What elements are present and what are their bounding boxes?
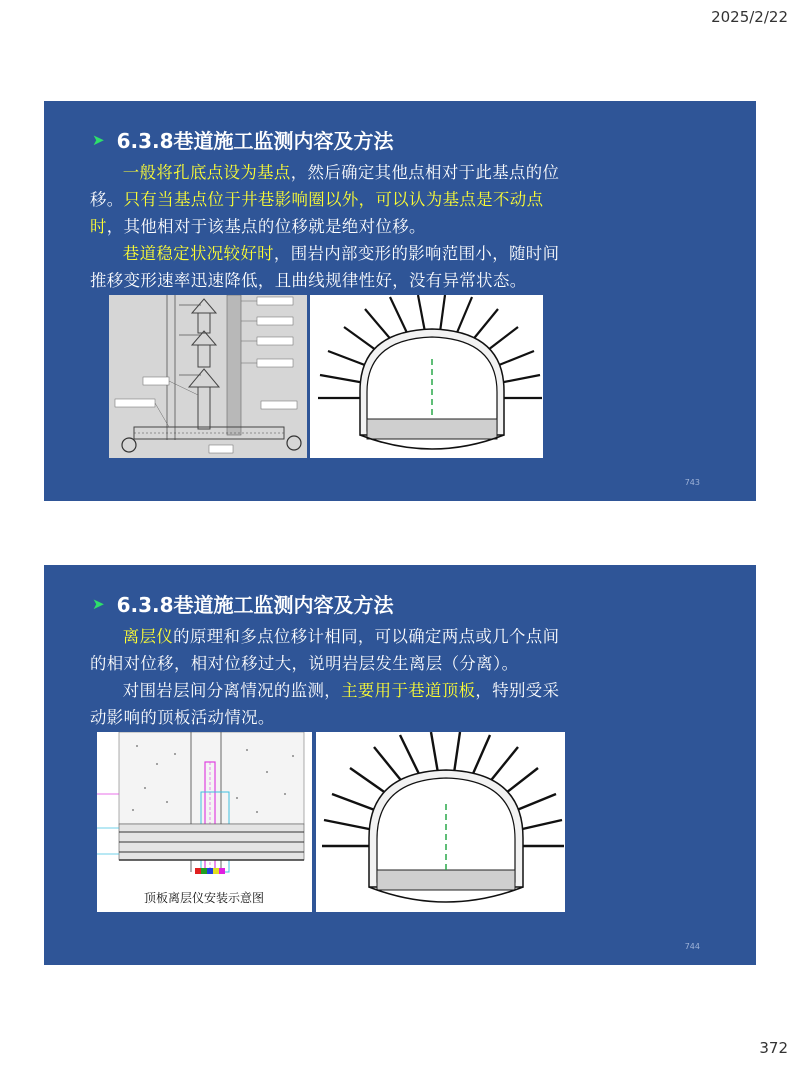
slide-title [92, 125, 394, 154]
body-text: ，然后确定其他点相对于此基点的位移。 [90, 163, 560, 209]
slide-744 [44, 565, 756, 965]
highlight-text: 主要用于巷道顶板 [341, 681, 476, 700]
tunnel-bolt-section [310, 295, 543, 458]
body-text: ，其他相对于该基点的位移就是绝对位移。 [106, 217, 426, 236]
roof-separation-diagram [97, 732, 312, 912]
highlight-text: 一般将孔底点设为基点 [122, 163, 291, 182]
slide-body [90, 159, 570, 294]
page-number: 372 [759, 1039, 788, 1057]
body-text: 对围岩层间分离情况的监测， [122, 681, 342, 700]
body-text: ，围岩内部变形的影响范围小，随时间推移变形速率迅速降低，且曲线规律性好，没有异常状态。 [90, 244, 560, 290]
slide-title-text: 6.3.8巷道施工监测内容及方法 [116, 129, 394, 153]
slide-743 [44, 101, 756, 501]
body-text: ，特别受采动影响的顶板活动情况。 [90, 681, 560, 727]
slide-body [90, 623, 570, 731]
slide-title [92, 589, 394, 618]
slide-number: 744 [684, 942, 700, 951]
highlight-text: 巷道稳定状况较好时 [122, 244, 274, 263]
figure-caption: 顶板离层仪安装示意图 [143, 891, 265, 905]
body-text: 的原理和多点位移计相同，可以确定两点或几个点间的相对位移，相对位移过大，说明岩层发生离层（分离）。 [90, 627, 560, 673]
paragraph-2 [90, 677, 570, 731]
paragraph-1 [90, 623, 570, 677]
highlight-text: 只有当基点位于井巷影响圈以外，可以认为基点是不动点时 [90, 190, 544, 236]
paragraph-1 [90, 159, 570, 240]
page-date: 2025/2/22 [711, 8, 788, 26]
slide-title-text: 6.3.8巷道施工监测内容及方法 [116, 593, 394, 617]
extensometer-diagram [109, 295, 307, 458]
arrow-bullet-icon: ➤ [92, 130, 105, 149]
tunnel-bolt-section [316, 732, 565, 912]
arrow-bullet-icon: ➤ [92, 594, 105, 613]
paragraph-2 [90, 240, 570, 294]
highlight-text: 离层仪 [122, 627, 174, 646]
slide-number: 743 [684, 478, 700, 487]
